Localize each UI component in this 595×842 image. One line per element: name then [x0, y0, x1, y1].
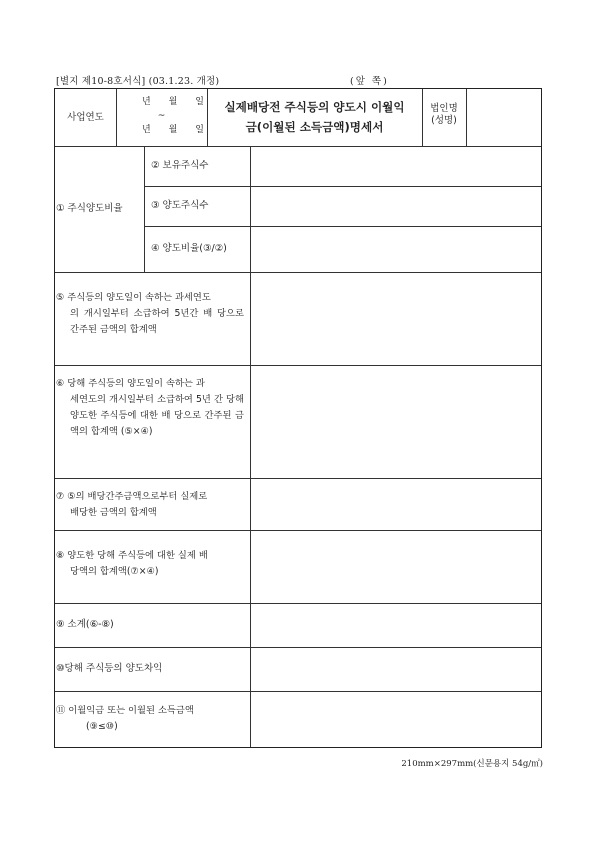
period-separator: ~ — [157, 111, 166, 121]
transferred-actual-dividend-label — [56, 548, 250, 580]
deemed-dividend-total-label — [56, 290, 250, 338]
period-end-date — [142, 125, 204, 136]
form-title — [207, 97, 422, 138]
transferred-deemed-dividend-value[interactable] — [250, 365, 541, 478]
transfer-ratio-value[interactable] — [250, 226, 541, 272]
label-line: 의 개시일부터 소급하여 5년간 배 당으로 간주된 금액의 합계액 — [70, 307, 244, 335]
transferred-shares-value[interactable] — [250, 186, 541, 226]
page-side-label: (앞 쪽) — [350, 76, 389, 87]
subtotal-label: ⑨ 소계(⑥-⑧) — [56, 619, 114, 631]
month-unit: 월 — [168, 125, 178, 135]
subtotal-value[interactable] — [250, 603, 541, 647]
day-unit: 일 — [195, 97, 204, 107]
corp-name-label-line1: 법인명 — [430, 103, 458, 114]
period-start-date — [142, 97, 204, 108]
actual-dividend-total-label — [56, 489, 250, 521]
year-unit: 년 — [142, 125, 151, 135]
form-number: [별지 제10-8호서식] (03.1.23. 개정) — [56, 76, 220, 87]
corp-name-label-line2: (성명) — [431, 115, 457, 127]
day-unit: 일 — [195, 125, 204, 135]
label-line: ⑧ 양도한 당해 주식등에 대한 실제 배 — [56, 550, 208, 561]
deemed-dividend-total-value[interactable] — [250, 272, 541, 365]
transferred-shares-label: ③ 양도주식수 — [151, 200, 209, 212]
carried-over-income-value[interactable] — [250, 691, 541, 747]
year-unit: 년 — [142, 97, 151, 107]
corp-name-label — [422, 103, 466, 128]
business-year-label: 사업연도 — [67, 111, 104, 123]
form-title-line1: 실제배당전 주식등의 양도시 이월익 — [224, 100, 405, 114]
month-unit: 월 — [168, 97, 178, 107]
form-title-line2: 금(이월된 소득금액)명세서 — [245, 120, 384, 135]
transfer-gain-label: ⑩당해 주식등의 양도차익 — [56, 663, 163, 675]
transferred-deemed-dividend-label — [56, 376, 250, 440]
carried-over-income-label — [56, 703, 250, 735]
statement-form — [54, 88, 542, 748]
held-shares-value[interactable] — [250, 146, 541, 186]
held-shares-label: ② 보유주식수 — [151, 160, 209, 172]
label-line: ⑤ 주식등의 양도일이 속하는 과세연도 — [56, 292, 211, 303]
transfer-gain-value[interactable] — [250, 647, 541, 691]
label-line: 당액의 합계액(⑦×④) — [70, 565, 159, 577]
label-line: (⑨≤⑩) — [86, 720, 118, 732]
label-line: ⑪ 이월익금 또는 이월된 소득금액 — [56, 705, 194, 716]
label-line: 배당한 금액의 합계액 — [70, 506, 157, 518]
paper-spec: 210mm×297mm(신문용지 54g/㎡) — [401, 759, 543, 769]
actual-dividend-total-value[interactable] — [250, 478, 541, 530]
corp-name-value[interactable] — [466, 89, 541, 146]
business-year-period — [116, 89, 207, 146]
transfer-ratio-label: ④ 양도비율(③/②) — [151, 243, 227, 255]
share-transfer-ratio-label: ① 주식양도비율 — [56, 203, 123, 215]
transferred-actual-dividend-value[interactable] — [250, 530, 541, 603]
label-line: ⑦ ⑤의 배당간주금액으로부터 실제로 — [56, 491, 208, 502]
label-line: ⑥ 당해 주식등의 양도일이 속하는 과 — [56, 378, 205, 389]
label-line: 세연도의 개시일부터 소급하여 5년 간 당해 양도한 주식등에 대한 배 당으로 간주된 금액의 합계액 (⑤×④) — [70, 393, 244, 437]
